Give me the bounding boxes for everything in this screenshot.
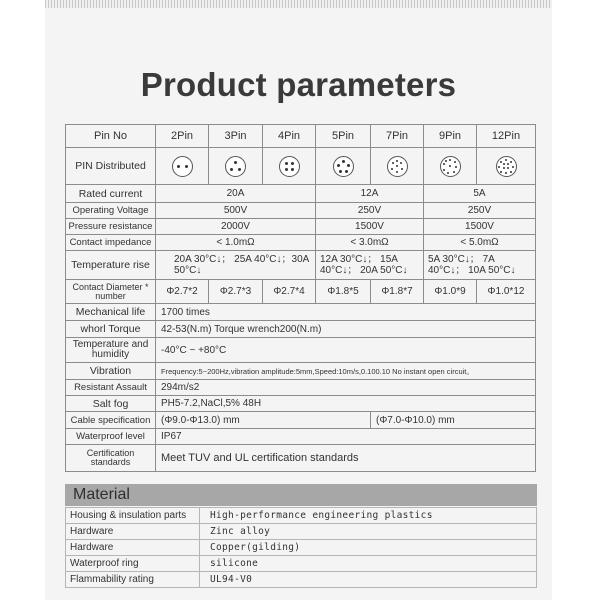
contact-impedance-row [66, 235, 536, 251]
pressure-resistance-row [66, 219, 536, 235]
spec-sheet [45, 8, 552, 600]
vibration-row [66, 363, 536, 380]
contact-impedance-value: < 5.0mΩ [424, 235, 536, 251]
cable-specification-row [66, 412, 536, 429]
rated-current-value: 12A [316, 185, 424, 203]
material-section-title: Material [65, 484, 537, 506]
contact-diameter-value: Φ1.8*5 [316, 280, 371, 304]
contact-diameter-value: Φ1.8*7 [371, 280, 424, 304]
operating-voltage-value: 500V [156, 203, 316, 219]
waterproof-level-row [66, 429, 536, 445]
resistant-assault-row [66, 380, 536, 396]
pin-distributed-row [66, 148, 536, 185]
mechanical-life-value: 1700 times [156, 304, 536, 321]
salt-fog-value: PH5-7.2,NaCl,5% 48H [156, 396, 536, 412]
pressure-resistance-value: 1500V [316, 219, 424, 235]
pin-header: 3Pin [209, 125, 263, 148]
temperature-rise-value: 20A 30°C↓； 25A 40°C↓；30A 50°C↓ [156, 251, 316, 280]
pin-header: 2Pin [156, 125, 209, 148]
whorl-torque-label: whorl Torque [66, 321, 156, 338]
material-row [66, 508, 537, 524]
temperature-rise-value: 5A 30°C↓； 7A 40°C↓； 10A 50°C↓ [424, 251, 536, 280]
contact-impedance-label: Contact impedance [66, 235, 156, 251]
rated-current-label: Rated current [66, 185, 156, 203]
pin-header: 7Pin [371, 125, 424, 148]
contact-diameter-value: Φ1.0*9 [424, 280, 477, 304]
resistant-assault-value: 294m/s2 [156, 380, 536, 396]
material-label: Hardware [66, 540, 200, 556]
salt-fog-row [66, 396, 536, 412]
material-label: Hardware [66, 524, 200, 540]
certification-row [66, 445, 536, 472]
temperature-humidity-row [66, 338, 536, 363]
pin-header: 5Pin [316, 125, 371, 148]
rated-current-row [66, 185, 536, 203]
mechanical-life-row [66, 304, 536, 321]
material-row [66, 524, 537, 540]
temperature-rise-value: 12A 30°C↓； 15A 40°C↓； 20A 50°C↓ [316, 251, 424, 280]
operating-voltage-value: 250V [316, 203, 424, 219]
contact-diameter-row [66, 280, 536, 304]
pin-header: 9Pin [424, 125, 477, 148]
top-stripe [45, 0, 552, 8]
salt-fog-label: Salt fog [66, 396, 156, 412]
waterproof-level-value: IP67 [156, 429, 536, 445]
pressure-resistance-value: 2000V [156, 219, 316, 235]
contact-impedance-value: < 3.0mΩ [316, 235, 424, 251]
cable-specification-value: (Φ7.0-Φ10.0) mm [371, 412, 536, 429]
material-value: High-performance engineering plastics [200, 508, 537, 524]
12-pin-socket-icon [496, 156, 517, 177]
material-value: Copper(gilding) [200, 540, 537, 556]
operating-voltage-value: 250V [424, 203, 536, 219]
material-label: Housing & insulation parts [66, 508, 200, 524]
resistant-assault-label: Resistant Assault [66, 380, 156, 396]
whorl-torque-row [66, 321, 536, 338]
whorl-torque-value: 42-53(N.m) Torque wrench200(N.m) [156, 321, 536, 338]
material-value: UL94-V0 [200, 572, 537, 588]
pin-header: 4Pin [263, 125, 316, 148]
contact-diameter-value: Φ2.7*4 [263, 280, 316, 304]
temperature-rise-label: Temperature rise [66, 251, 156, 280]
vibration-value: Frequency:5~200Hz,vibration amplitude:5mm,Speed:10m/s,0.100.10 No instant open circuit。 [156, 363, 536, 380]
material-value: silicone [200, 556, 537, 572]
rated-current-value: 20A [156, 185, 316, 203]
material-table [65, 507, 537, 588]
pressure-resistance-label: Pressure resistance [66, 219, 156, 235]
material-value: Zinc alloy [200, 524, 537, 540]
material-label: Waterproof ring [66, 556, 200, 572]
contact-diameter-value: Φ2.7*3 [209, 280, 263, 304]
contact-diameter-label: Contact Diameter * number [66, 280, 156, 304]
rated-current-value: 5A [424, 185, 536, 203]
pressure-resistance-value: 1500V [424, 219, 536, 235]
temperature-humidity-value: -40°C ~ +80°C [156, 338, 536, 363]
mechanical-life-label: Mechanical life [66, 304, 156, 321]
5-pin-socket-icon [333, 156, 354, 177]
temperature-humidity-label: Temperature and humidity [66, 338, 156, 363]
contact-diameter-value: Φ1.0*12 [477, 280, 536, 304]
cable-specification-value: (Φ9.0-Φ13.0) mm [156, 412, 371, 429]
page-title: Product parameters [140, 66, 457, 103]
operating-voltage-label: Operating Voltage [66, 203, 156, 219]
certification-label: Certification standards [66, 445, 156, 472]
material-row [66, 540, 537, 556]
contact-diameter-value: Φ2.7*2 [156, 280, 209, 304]
pin-distributed-label: PIN Distributed [66, 148, 156, 185]
material-label: Flammability rating [66, 572, 200, 588]
cable-specification-label: Cable specification [66, 412, 156, 429]
temperature-rise-row [66, 251, 536, 280]
waterproof-level-label: Waterproof level [66, 429, 156, 445]
material-row [66, 556, 537, 572]
3-pin-socket-icon [225, 156, 246, 177]
contact-impedance-value: < 1.0mΩ [156, 235, 316, 251]
2-pin-socket-icon [172, 156, 193, 177]
material-row [66, 572, 537, 588]
certification-value: Meet TUV and UL certification standards [156, 445, 536, 472]
pin-header: 12Pin [477, 125, 536, 148]
4-pin-socket-icon [279, 156, 300, 177]
7-pin-socket-icon [387, 156, 408, 177]
pin-no-header: Pin No [66, 125, 156, 148]
9-pin-socket-icon [440, 156, 461, 177]
header-row [66, 125, 536, 148]
operating-voltage-row [66, 203, 536, 219]
vibration-label: Vibration [66, 363, 156, 380]
product-parameters-table [65, 124, 536, 472]
